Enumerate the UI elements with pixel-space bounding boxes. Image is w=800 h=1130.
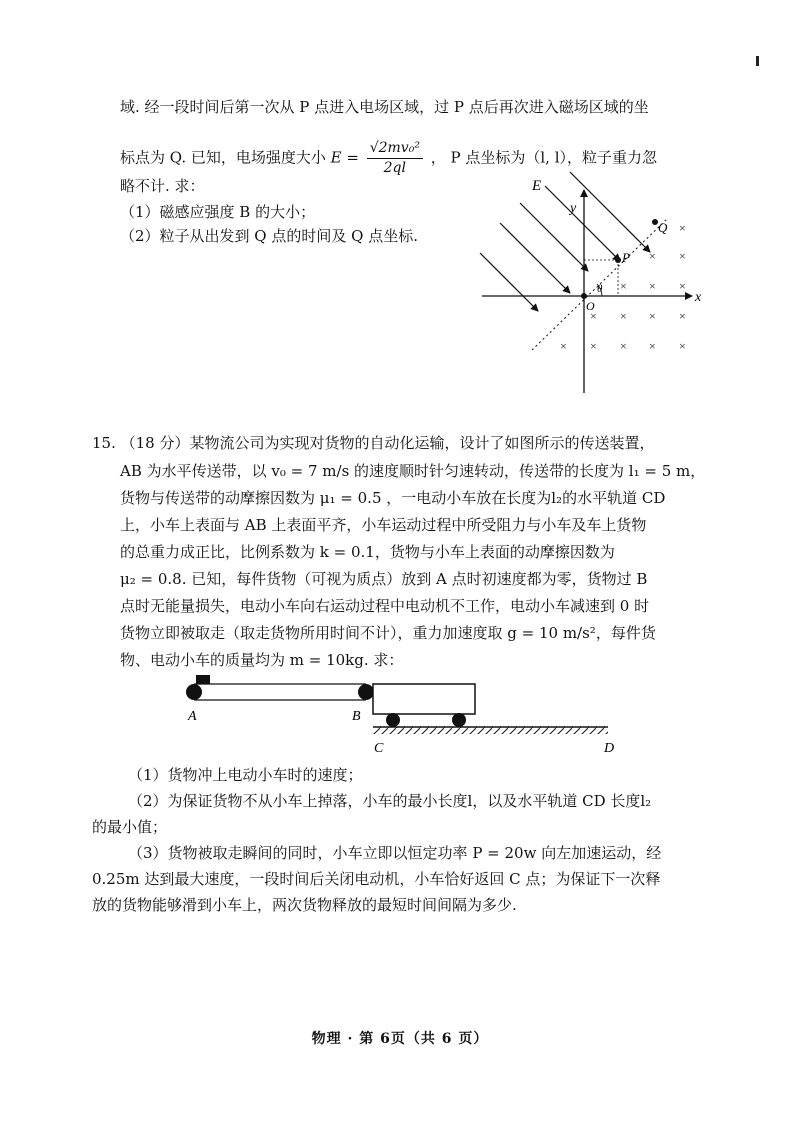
p15-line-3: 货物与传送带的动摩擦因数为 μ₁ = 0.5 ，一电动小车放在长度为l₂的水平轨道 CD: [120, 489, 666, 507]
p14-question-1: （1）磁感应强度 B 的大小；: [120, 203, 316, 221]
p15-line-6: μ₂ = 0.8. 已知，每件货物（可视为质点）放到 A 点时初速度都为零，货物过 B: [120, 570, 648, 588]
p15-line-1: 15. （18 分）某物流公司为实现对货物的自动化运输，设计了如图所示的传送装置，: [92, 434, 655, 452]
p15-line-5: 的总重力成正比，比例系数为 k = 0.1，货物与小车上表面的动摩擦因数为: [120, 543, 615, 561]
p14-line-2-text-a: 标点为 Q. 已知，电场强度大小: [120, 148, 331, 167]
svg-text:×: ×: [679, 309, 686, 323]
page-edge-mark: [756, 56, 759, 66]
label-O: O: [586, 299, 595, 313]
cart-wheel-right: [452, 713, 466, 727]
svg-text:×: ×: [649, 339, 656, 353]
conveyor-diagram: [180, 672, 620, 762]
p14-line-1: 域. 经一段时间后第一次从 P 点进入电场区域，过 P 点后再次进入磁场区域的坐: [120, 98, 649, 116]
label-y: y: [570, 201, 577, 216]
label-P: P: [622, 250, 630, 265]
page-footer: 物理 · 第 6页（共 6 页）: [311, 1031, 489, 1047]
label-C: C: [374, 741, 384, 756]
p15-question-2-line-2: 的最小值；: [92, 818, 168, 836]
formula-E-fraction: [367, 140, 423, 177]
p15-line-7: 点时无能量损失，电动小车向右运动过程中电动机不工作，电动小车减速到 0 时: [120, 597, 650, 615]
magnetic-field-crosses: [560, 221, 686, 353]
label-B: B: [352, 709, 361, 724]
svg-text:×: ×: [649, 309, 656, 323]
p15-line-4: 上，小车上表面与 AB 上表面平齐，小车运动过程中所受阻力与小车及车上货物: [120, 516, 647, 534]
p14-line-3: 略不计. 求：: [120, 177, 205, 195]
track-ground: [373, 727, 608, 734]
svg-text:×: ×: [679, 221, 686, 235]
field-line: [500, 223, 570, 293]
cart-wheel-left: [386, 713, 400, 727]
svg-text:×: ×: [679, 279, 686, 293]
p15-question-2-line-1: （2）为保证货物不从小车上掉落，小车的最小长度l，以及水平轨道 CD 长度l₂: [128, 792, 652, 810]
formula-denominator: 2ql: [383, 160, 406, 176]
field-diagram: [470, 168, 710, 396]
label-Q: Q: [658, 220, 668, 235]
svg-text:×: ×: [679, 249, 686, 263]
formula-numerator: √2mv₀²: [367, 140, 423, 159]
cargo-block: [196, 675, 210, 684]
svg-text:×: ×: [679, 339, 686, 353]
label-E: E: [532, 178, 542, 194]
svg-text:×: ×: [590, 309, 597, 323]
p15-line-8: 货物立即被取走（取走货物所用时间不计），重力加速度取 g = 10 m/s²，每件货: [120, 624, 656, 642]
roller-b: [358, 684, 374, 700]
field-line: [570, 172, 650, 252]
label-theta: θ: [597, 283, 603, 295]
p15-line-9: 物、电动小车的质量均为 m = 10kg. 求：: [120, 651, 404, 669]
svg-text:×: ×: [620, 279, 627, 293]
svg-text:×: ×: [649, 249, 656, 263]
field-line: [480, 253, 538, 311]
label-x: x: [695, 290, 702, 305]
formula-E-lhs: E =: [330, 148, 359, 167]
p15-line-2: AB 为水平传送带，以 v₀ = 7 m/s 的速度顺时针匀速转动，传送带的长度为 l₁ = 5 m，: [120, 462, 706, 480]
field-line: [545, 186, 620, 261]
svg-text:×: ×: [590, 339, 597, 353]
p15-question-1: （1）货物冲上电动小车时的速度；: [128, 766, 363, 784]
point-p: [615, 257, 621, 263]
p15-question-3-line-2: 0.25m 达到最大速度，一段时间后关闭电动机，小车恰好返回 C 点；为保证下一次释: [92, 870, 661, 888]
p15-question-3-line-3: 放的货物能够滑到小车上，两次货物释放的最短时间间隔为多少.: [92, 896, 517, 914]
electric-cart: [373, 684, 475, 714]
p14-question-2: （2）粒子从出发到 Q 点的时间及 Q 点坐标.: [120, 227, 418, 245]
roller-a: [186, 684, 202, 700]
label-D: D: [604, 741, 615, 756]
svg-text:×: ×: [649, 279, 656, 293]
field-line: [520, 203, 588, 271]
svg-text:×: ×: [560, 339, 567, 353]
label-A: A: [188, 709, 197, 724]
svg-text:×: ×: [620, 309, 627, 323]
p15-question-3-line-1: （3）货物被取走瞬间的同时，小车立即以恒定功率 P = 20w 向左加速运动，经: [128, 844, 662, 862]
svg-text:×: ×: [620, 339, 627, 353]
conveyor-belt: [186, 684, 374, 700]
p14-line-2-text-b: ， P 点坐标为（l, l），粒子重力忽: [430, 148, 657, 167]
